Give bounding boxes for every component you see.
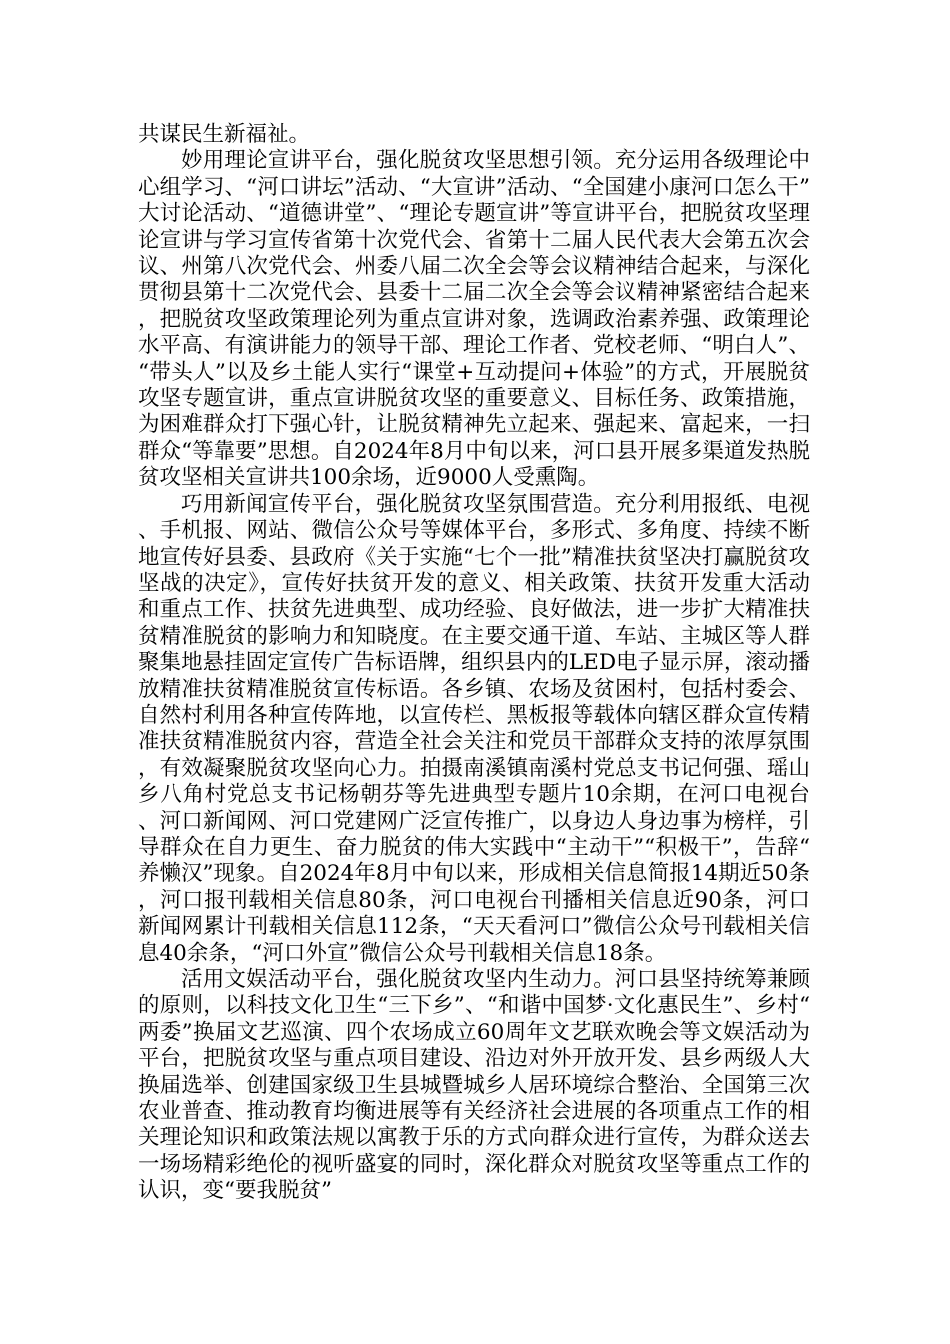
paragraph-news-publicity: 巧用新闻宣传平台，强化脱贫攻坚氛围营造。充分利用报纸、电视、手机报、网站、微信公众号等媒体平台，多形式、多角度、持续不断地宣传好县委、县政府《关于实施“七个一批”精准扶贫坚决打赢脱贫攻坚战的决定》，宣传好扶贫开发的意义、相关政策、扶贫开发重大活动和重点工作、扶贫先进典型、成功经验、良好做法，进一步扩大精准扶贫精准脱贫的影响力和知晓度。在主要交通干道、车站、主城区等人群聚集地悬挂固定宣传广告标语牌，组织县内的LED电子显示屏，滚动播放精准扶贫精准脱贫宣传标语。各乡镇、农场及贫困村，包括村委会、自然村利用各种宣传阵地，以宣传栏、黑板报等载体向辖区群众宣传精准扶贫精准脱贫内容，营造全社会关注和党员干部群众支持的浓厚氛围，有效凝聚脱贫攻坚向心力。拍摄南溪镇南溪村党总支书记何强、瑶山乡八角村党总支书记杨朝芬等先进典型专题片10余期，在河口电视台、河口新闻网、河口党建网广泛宣传推广，以身边人身边事为榜样，引导群众在自力更生、奋力脱贫的伟大实践中“主动干”“积极干”，告辞“养懒汉”现象。自2024年8月中旬以来，形成相关信息简报14期近50条，河口报刊载相关信息80条，河口电视台刊播相关信息近90条，河口新闻网累计刊载相关信息112条，“天天看河口”微信公众号刊载相关信息40余条，“河口外宣”微信公众号刊载相关信息18条。 xyxy=(138,491,810,966)
paragraph-continuation: 共谋民生新福祉。 xyxy=(138,122,311,147)
paragraph-entertainment-activities: 活用文娱活动平台，强化脱贫攻坚内生动力。河口县坚持统筹兼顾的原则，以科技文化卫生“三下乡”、“和谐中国梦·文化惠民生”、乡村“两委”换届文艺巡演、四个农场成立60周年文艺联欢晚会等文娱活动为平台，把脱贫攻坚与重点项目建设、沿边对外开放开发、县乡两级人大换届选举、创建国家级卫生县城暨城乡人居环境综合整治、全国第三次农业普查、推动教育均衡进展等有关经济社会进展的各项重点工作的相关理论知识和政策法规以寓教于乐的方式向群众进行宣传，为群众送去一场场精彩绝伦的视听盛宴的同时，深化群众对脱贫攻坚等重点工作的认识，变“要我脱贫” xyxy=(138,967,810,1204)
document-body xyxy=(138,122,810,1205)
paragraph-theory-lectures: 妙用理论宣讲平台，强化脱贫攻坚思想引领。充分运用各级理论中心组学习、“河口讲坛”活动、“大宣讲”活动、“全国建小康河口怎么干”大讨论活动、“道德讲堂”、“理论专题宣讲”等宣讲平台，把脱贫攻坚理论宣讲与学习宣传省第十次党代会、省第十二届人民代表大会第五次会议、州第八次党代会、州委八届二次全会等会议精神结合起来，与深化贯彻县第十二次党代会、县委十二届二次全会等会议精神紧密结合起来，把脱贫攻坚政策理论列为重点宣讲对象，选调政治素养强、政策理论水平高、有演讲能力的领导干部、理论工作者、党校老师、“明白人”、“带头人”以及乡土能人实行“课堂+互动提问+体验”的方式，开展脱贫攻坚专题宣讲，重点宣讲脱贫攻坚的重要意义、目标任务、政策措施，为困难群众打下强心针，让脱贫精神先立起来、强起来、富起来，一扫群众“等靠要”思想。自2024年8月中旬以来，河口县开展多渠道发热脱贫攻坚相关宣讲共100余场，近9000人受熏陶。 xyxy=(138,148,810,491)
